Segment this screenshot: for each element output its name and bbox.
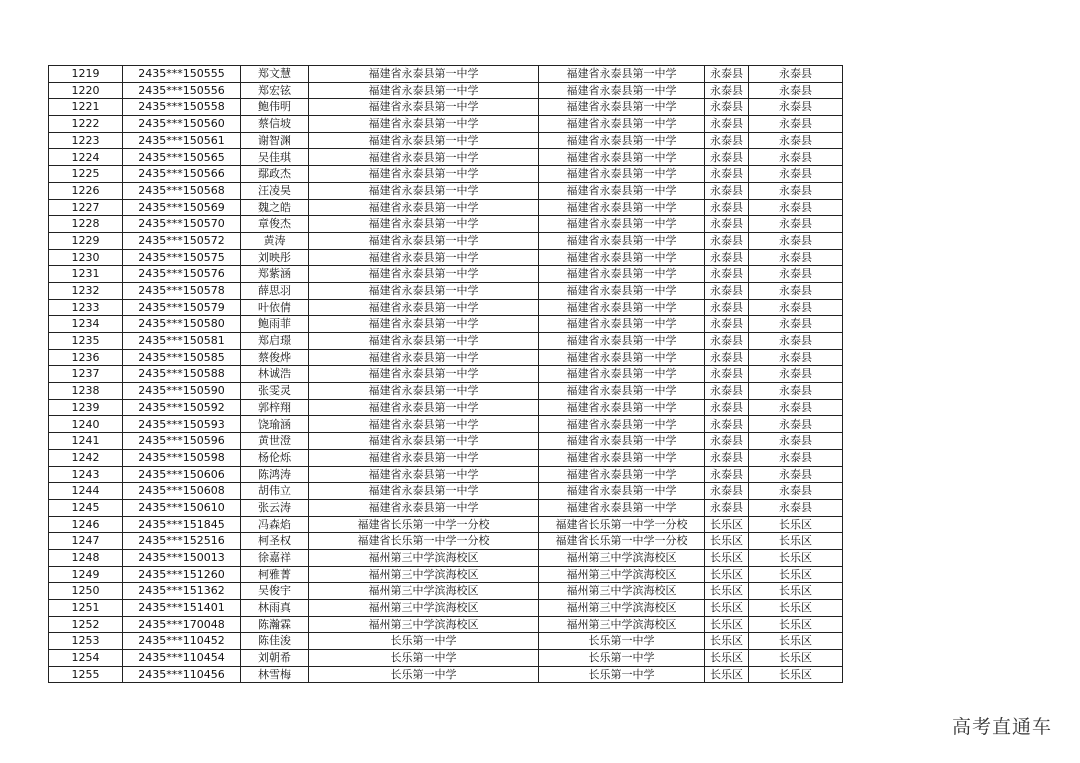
cell-name: 林雪梅: [241, 666, 309, 683]
cell-school: 福建省永泰县第一中学: [309, 383, 539, 400]
cell-county: 长乐区: [705, 600, 749, 617]
cell-school2: 福建省永泰县第一中学: [539, 383, 705, 400]
cell-school2: 福建省永泰县第一中学: [539, 249, 705, 266]
table-row: [49, 449, 843, 466]
table-row: [49, 600, 843, 617]
cell-exam_id: 2435***150580: [123, 316, 241, 333]
cell-exam_id: 2435***150606: [123, 466, 241, 483]
cell-seq: 1240: [49, 416, 123, 433]
cell-exam_id: 2435***110452: [123, 633, 241, 650]
cell-seq: 1227: [49, 199, 123, 216]
cell-county: 永泰县: [705, 249, 749, 266]
cell-name: 郑启璟: [241, 333, 309, 350]
cell-school: 福建省长乐第一中学一分校: [309, 516, 539, 533]
cell-seq: 1228: [49, 216, 123, 233]
cell-county: 永泰县: [705, 99, 749, 116]
cell-school: 福建省永泰县第一中学: [309, 416, 539, 433]
cell-county: 长乐区: [705, 650, 749, 667]
cell-county2: 永泰县: [749, 466, 843, 483]
cell-seq: 1236: [49, 349, 123, 366]
cell-exam_id: 2435***150576: [123, 266, 241, 283]
cell-school: 长乐第一中学: [309, 633, 539, 650]
cell-county2: 永泰县: [749, 199, 843, 216]
cell-school2: 福建省永泰县第一中学: [539, 416, 705, 433]
table-row: [49, 182, 843, 199]
cell-school: 福建省永泰县第一中学: [309, 466, 539, 483]
cell-exam_id: 2435***152516: [123, 533, 241, 550]
cell-school: 福建省永泰县第一中学: [309, 66, 539, 83]
cell-school: 福建省永泰县第一中学: [309, 82, 539, 99]
cell-school2: 福建省永泰县第一中学: [539, 483, 705, 500]
table-row: [49, 216, 843, 233]
cell-exam_id: 2435***150556: [123, 82, 241, 99]
cell-name: 吴佳琪: [241, 149, 309, 166]
cell-county2: 永泰县: [749, 416, 843, 433]
table-row: [49, 666, 843, 683]
cell-seq: 1242: [49, 449, 123, 466]
cell-name: 杨伦烁: [241, 449, 309, 466]
cell-county2: 永泰县: [749, 66, 843, 83]
cell-county2: 永泰县: [749, 399, 843, 416]
table-row: [49, 232, 843, 249]
cell-name: 郭梓翔: [241, 399, 309, 416]
cell-name: 章俊杰: [241, 216, 309, 233]
cell-county: 永泰县: [705, 232, 749, 249]
cell-county: 长乐区: [705, 533, 749, 550]
cell-county2: 永泰县: [749, 266, 843, 283]
cell-name: 柯圣权: [241, 533, 309, 550]
cell-seq: 1247: [49, 533, 123, 550]
cell-county2: 永泰县: [749, 132, 843, 149]
table-row: [49, 333, 843, 350]
cell-name: 刘朝希: [241, 650, 309, 667]
cell-school: 福建省永泰县第一中学: [309, 99, 539, 116]
cell-name: 蔡信坡: [241, 116, 309, 133]
cell-county2: 永泰县: [749, 216, 843, 233]
roster-table: [48, 65, 843, 683]
cell-name: 郑宏铉: [241, 82, 309, 99]
cell-exam_id: 2435***150568: [123, 182, 241, 199]
cell-county: 长乐区: [705, 616, 749, 633]
cell-county2: 永泰县: [749, 366, 843, 383]
cell-school: 福州第三中学滨海校区: [309, 549, 539, 566]
cell-county2: 长乐区: [749, 633, 843, 650]
table-row: [49, 616, 843, 633]
cell-county: 长乐区: [705, 549, 749, 566]
table-row: [49, 533, 843, 550]
cell-school2: 福州第三中学滨海校区: [539, 600, 705, 617]
cell-exam_id: 2435***150560: [123, 116, 241, 133]
cell-county: 永泰县: [705, 216, 749, 233]
cell-name: 郑紫涵: [241, 266, 309, 283]
cell-school: 福州第三中学滨海校区: [309, 566, 539, 583]
table-row: [49, 483, 843, 500]
cell-school2: 福州第三中学滨海校区: [539, 549, 705, 566]
cell-county: 长乐区: [705, 583, 749, 600]
cell-school: 福建省永泰县第一中学: [309, 266, 539, 283]
cell-seq: 1235: [49, 333, 123, 350]
cell-school: 福建省永泰县第一中学: [309, 449, 539, 466]
cell-seq: 1255: [49, 666, 123, 683]
cell-exam_id: 2435***151401: [123, 600, 241, 617]
cell-exam_id: 2435***150610: [123, 499, 241, 516]
cell-name: 汪凌昊: [241, 182, 309, 199]
cell-exam_id: 2435***151362: [123, 583, 241, 600]
table-row: [49, 149, 843, 166]
cell-school2: 福建省永泰县第一中学: [539, 333, 705, 350]
cell-school2: 福建省永泰县第一中学: [539, 182, 705, 199]
cell-exam_id: 2435***150608: [123, 483, 241, 500]
cell-school: 福建省永泰县第一中学: [309, 366, 539, 383]
table-row: [49, 66, 843, 83]
cell-exam_id: 2435***150596: [123, 433, 241, 450]
cell-name: 陈佳浚: [241, 633, 309, 650]
cell-county: 永泰县: [705, 82, 749, 99]
cell-school2: 福建省永泰县第一中学: [539, 132, 705, 149]
cell-school: 福建省永泰县第一中学: [309, 333, 539, 350]
cell-county2: 永泰县: [749, 349, 843, 366]
cell-county: 永泰县: [705, 483, 749, 500]
cell-school2: 福建省永泰县第一中学: [539, 149, 705, 166]
cell-seq: 1229: [49, 232, 123, 249]
cell-exam_id: 2435***110456: [123, 666, 241, 683]
table-row: [49, 199, 843, 216]
cell-school: 福州第三中学滨海校区: [309, 583, 539, 600]
cell-exam_id: 2435***150592: [123, 399, 241, 416]
cell-seq: 1223: [49, 132, 123, 149]
cell-seq: 1245: [49, 499, 123, 516]
cell-name: 魏之皓: [241, 199, 309, 216]
cell-exam_id: 2435***110454: [123, 650, 241, 667]
cell-school: 福建省永泰县第一中学: [309, 132, 539, 149]
cell-seq: 1243: [49, 466, 123, 483]
cell-school2: 福建省永泰县第一中学: [539, 316, 705, 333]
table-row: [49, 99, 843, 116]
cell-exam_id: 2435***150585: [123, 349, 241, 366]
cell-school2: 福建省长乐第一中学一分校: [539, 516, 705, 533]
cell-school2: 福建省永泰县第一中学: [539, 499, 705, 516]
cell-name: 饶瑜涵: [241, 416, 309, 433]
cell-seq: 1246: [49, 516, 123, 533]
cell-seq: 1249: [49, 566, 123, 583]
cell-name: 冯森焰: [241, 516, 309, 533]
cell-school2: 福建省永泰县第一中学: [539, 466, 705, 483]
cell-school2: 福建省永泰县第一中学: [539, 433, 705, 450]
cell-county2: 永泰县: [749, 182, 843, 199]
cell-seq: 1230: [49, 249, 123, 266]
cell-seq: 1250: [49, 583, 123, 600]
cell-county2: 长乐区: [749, 616, 843, 633]
cell-school2: 福建省永泰县第一中学: [539, 99, 705, 116]
cell-school2: 福建省永泰县第一中学: [539, 232, 705, 249]
cell-county2: 永泰县: [749, 249, 843, 266]
cell-exam_id: 2435***150561: [123, 132, 241, 149]
cell-seq: 1239: [49, 399, 123, 416]
cell-seq: 1252: [49, 616, 123, 633]
cell-school2: 长乐第一中学: [539, 666, 705, 683]
cell-name: 张云涛: [241, 499, 309, 516]
cell-school: 福建省永泰县第一中学: [309, 216, 539, 233]
cell-school: 福建省永泰县第一中学: [309, 182, 539, 199]
cell-school2: 福建省永泰县第一中学: [539, 299, 705, 316]
cell-county2: 永泰县: [749, 383, 843, 400]
cell-exam_id: 2435***151845: [123, 516, 241, 533]
cell-exam_id: 2435***150555: [123, 66, 241, 83]
cell-county2: 永泰县: [749, 333, 843, 350]
cell-name: 薛思羽: [241, 282, 309, 299]
cell-school2: 福建省永泰县第一中学: [539, 282, 705, 299]
cell-county: 永泰县: [705, 466, 749, 483]
cell-county2: 长乐区: [749, 666, 843, 683]
cell-county: 长乐区: [705, 633, 749, 650]
table-row: [49, 633, 843, 650]
cell-school2: 福建省永泰县第一中学: [539, 199, 705, 216]
cell-exam_id: 2435***150581: [123, 333, 241, 350]
cell-county: 永泰县: [705, 433, 749, 450]
table-row: [49, 266, 843, 283]
cell-exam_id: 2435***150579: [123, 299, 241, 316]
table-row: [49, 466, 843, 483]
cell-county: 长乐区: [705, 566, 749, 583]
cell-seq: 1241: [49, 433, 123, 450]
cell-county: 永泰县: [705, 383, 749, 400]
cell-school: 福建省永泰县第一中学: [309, 232, 539, 249]
cell-name: 郑文慧: [241, 66, 309, 83]
cell-seq: 1232: [49, 282, 123, 299]
cell-county: 永泰县: [705, 66, 749, 83]
cell-county2: 长乐区: [749, 566, 843, 583]
cell-name: 黄涛: [241, 232, 309, 249]
cell-school2: 福州第三中学滨海校区: [539, 616, 705, 633]
cell-county2: 长乐区: [749, 516, 843, 533]
cell-school: 福建省永泰县第一中学: [309, 316, 539, 333]
cell-school2: 福建省永泰县第一中学: [539, 449, 705, 466]
cell-county: 永泰县: [705, 449, 749, 466]
cell-county: 永泰县: [705, 349, 749, 366]
cell-seq: 1225: [49, 166, 123, 183]
cell-school: 长乐第一中学: [309, 650, 539, 667]
cell-exam_id: 2435***151260: [123, 566, 241, 583]
cell-county2: 永泰县: [749, 282, 843, 299]
cell-school2: 福建省永泰县第一中学: [539, 266, 705, 283]
cell-county2: 长乐区: [749, 549, 843, 566]
cell-county: 永泰县: [705, 266, 749, 283]
cell-county2: 永泰县: [749, 99, 843, 116]
table-row: [49, 299, 843, 316]
cell-school2: 福州第三中学滨海校区: [539, 566, 705, 583]
cell-seq: 1234: [49, 316, 123, 333]
cell-exam_id: 2435***150575: [123, 249, 241, 266]
cell-county: 永泰县: [705, 149, 749, 166]
cell-county: 永泰县: [705, 399, 749, 416]
cell-county2: 永泰县: [749, 316, 843, 333]
cell-name: 鄢政杰: [241, 166, 309, 183]
cell-exam_id: 2435***150593: [123, 416, 241, 433]
cell-exam_id: 2435***150013: [123, 549, 241, 566]
cell-exam_id: 2435***150569: [123, 199, 241, 216]
cell-school2: 福建省长乐第一中学一分校: [539, 533, 705, 550]
cell-exam_id: 2435***150565: [123, 149, 241, 166]
cell-school: 福建省永泰县第一中学: [309, 116, 539, 133]
table-row: [49, 516, 843, 533]
cell-county2: 永泰县: [749, 299, 843, 316]
table-row: [49, 650, 843, 667]
cell-name: 吴俊宇: [241, 583, 309, 600]
watermark-text: 高考直通车: [951, 716, 1052, 738]
table-row: [49, 416, 843, 433]
cell-name: 林诚浩: [241, 366, 309, 383]
cell-exam_id: 2435***150566: [123, 166, 241, 183]
cell-school: 福建省永泰县第一中学: [309, 249, 539, 266]
cell-school: 福建省永泰县第一中学: [309, 433, 539, 450]
table-row: [49, 383, 843, 400]
cell-name: 谢智渊: [241, 132, 309, 149]
cell-school: 福州第三中学滨海校区: [309, 600, 539, 617]
cell-name: 柯雅菁: [241, 566, 309, 583]
cell-exam_id: 2435***150598: [123, 449, 241, 466]
cell-name: 鲍雨菲: [241, 316, 309, 333]
cell-county: 永泰县: [705, 416, 749, 433]
table-row: [49, 566, 843, 583]
cell-name: 刘映彤: [241, 249, 309, 266]
cell-seq: 1254: [49, 650, 123, 667]
cell-exam_id: 2435***150588: [123, 366, 241, 383]
cell-county: 永泰县: [705, 132, 749, 149]
table-row: [49, 282, 843, 299]
table-row: [49, 116, 843, 133]
cell-county: 永泰县: [705, 116, 749, 133]
cell-county2: 永泰县: [749, 449, 843, 466]
cell-county: 永泰县: [705, 333, 749, 350]
cell-county2: 永泰县: [749, 483, 843, 500]
cell-seq: 1222: [49, 116, 123, 133]
cell-county2: 长乐区: [749, 533, 843, 550]
cell-exam_id: 2435***150570: [123, 216, 241, 233]
cell-county2: 永泰县: [749, 232, 843, 249]
cell-school: 福建省永泰县第一中学: [309, 483, 539, 500]
cell-exam_id: 2435***150578: [123, 282, 241, 299]
cell-name: 鲍伟明: [241, 99, 309, 116]
cell-county: 永泰县: [705, 366, 749, 383]
cell-school: 福州第三中学滨海校区: [309, 616, 539, 633]
cell-name: 徐嘉祥: [241, 549, 309, 566]
cell-school: 长乐第一中学: [309, 666, 539, 683]
cell-county2: 长乐区: [749, 583, 843, 600]
table-row: [49, 132, 843, 149]
table-row: [49, 399, 843, 416]
cell-seq: 1237: [49, 366, 123, 383]
table-row: [49, 316, 843, 333]
cell-name: 张雯灵: [241, 383, 309, 400]
cell-seq: 1248: [49, 549, 123, 566]
cell-county: 永泰县: [705, 166, 749, 183]
cell-school2: 福建省永泰县第一中学: [539, 166, 705, 183]
table-row: [49, 249, 843, 266]
cell-school: 福建省永泰县第一中学: [309, 166, 539, 183]
table-row: [49, 549, 843, 566]
cell-name: 胡伟立: [241, 483, 309, 500]
cell-exam_id: 2435***150558: [123, 99, 241, 116]
table-row: [49, 433, 843, 450]
cell-name: 陈瀚霖: [241, 616, 309, 633]
cell-name: 叶依倩: [241, 299, 309, 316]
cell-school2: 福建省永泰县第一中学: [539, 349, 705, 366]
cell-county: 长乐区: [705, 516, 749, 533]
cell-county2: 长乐区: [749, 650, 843, 667]
cell-school: 福建省永泰县第一中学: [309, 299, 539, 316]
cell-school: 福建省永泰县第一中学: [309, 349, 539, 366]
cell-seq: 1219: [49, 66, 123, 83]
table-row: [49, 82, 843, 99]
cell-school2: 福建省永泰县第一中学: [539, 66, 705, 83]
cell-county: 长乐区: [705, 666, 749, 683]
cell-seq: 1233: [49, 299, 123, 316]
cell-county2: 永泰县: [749, 433, 843, 450]
cell-county: 永泰县: [705, 499, 749, 516]
cell-seq: 1231: [49, 266, 123, 283]
cell-seq: 1253: [49, 633, 123, 650]
cell-school2: 福建省永泰县第一中学: [539, 399, 705, 416]
cell-exam_id: 2435***150590: [123, 383, 241, 400]
cell-school2: 福建省永泰县第一中学: [539, 82, 705, 99]
cell-school: 福建省永泰县第一中学: [309, 499, 539, 516]
cell-school2: 长乐第一中学: [539, 650, 705, 667]
cell-county2: 永泰县: [749, 499, 843, 516]
cell-county2: 长乐区: [749, 600, 843, 617]
cell-school2: 福州第三中学滨海校区: [539, 583, 705, 600]
table-row: [49, 166, 843, 183]
cell-name: 陈鸿涛: [241, 466, 309, 483]
cell-county2: 永泰县: [749, 82, 843, 99]
cell-county: 永泰县: [705, 299, 749, 316]
cell-school: 福建省永泰县第一中学: [309, 282, 539, 299]
cell-school2: 福建省永泰县第一中学: [539, 116, 705, 133]
table-row: [49, 366, 843, 383]
cell-county2: 永泰县: [749, 149, 843, 166]
cell-school: 福建省永泰县第一中学: [309, 399, 539, 416]
table-row: [49, 349, 843, 366]
cell-exam_id: 2435***170048: [123, 616, 241, 633]
table-row: [49, 499, 843, 516]
cell-county2: 永泰县: [749, 166, 843, 183]
cell-school2: 福建省永泰县第一中学: [539, 216, 705, 233]
cell-county2: 永泰县: [749, 116, 843, 133]
cell-county: 永泰县: [705, 316, 749, 333]
cell-seq: 1244: [49, 483, 123, 500]
cell-seq: 1226: [49, 182, 123, 199]
cell-school2: 长乐第一中学: [539, 633, 705, 650]
cell-county: 永泰县: [705, 199, 749, 216]
cell-school: 福建省永泰县第一中学: [309, 199, 539, 216]
cell-seq: 1251: [49, 600, 123, 617]
cell-seq: 1224: [49, 149, 123, 166]
cell-school: 福建省永泰县第一中学: [309, 149, 539, 166]
cell-name: 黄世澄: [241, 433, 309, 450]
table-row: [49, 583, 843, 600]
cell-name: 蔡俊烨: [241, 349, 309, 366]
roster-body: [49, 66, 843, 683]
cell-seq: 1221: [49, 99, 123, 116]
cell-county: 永泰县: [705, 182, 749, 199]
cell-school: 福建省长乐第一中学一分校: [309, 533, 539, 550]
cell-school2: 福建省永泰县第一中学: [539, 366, 705, 383]
cell-seq: 1220: [49, 82, 123, 99]
cell-county: 永泰县: [705, 282, 749, 299]
cell-exam_id: 2435***150572: [123, 232, 241, 249]
cell-seq: 1238: [49, 383, 123, 400]
cell-name: 林雨真: [241, 600, 309, 617]
